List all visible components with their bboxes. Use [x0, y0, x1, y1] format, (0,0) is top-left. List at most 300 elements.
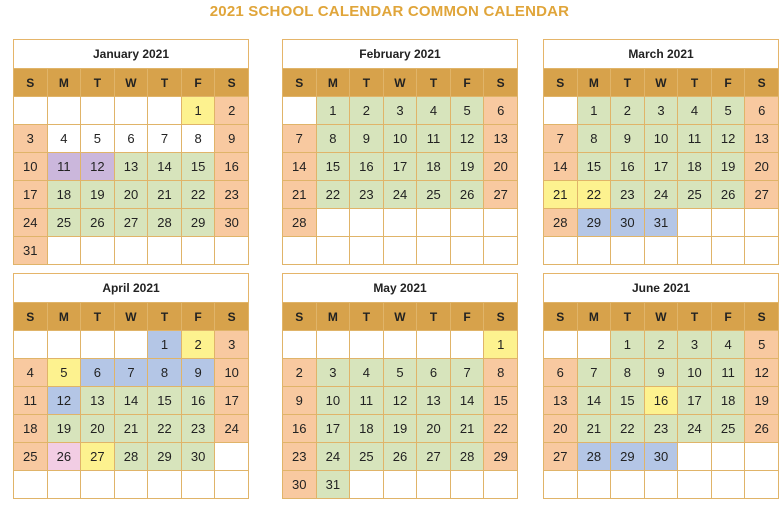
week-row — [544, 443, 779, 471]
day-cell: 27 — [417, 443, 451, 471]
day-cell: 26 — [81, 209, 115, 237]
week-row — [544, 97, 779, 125]
day-cell: 18 — [678, 153, 712, 181]
empty-day-cell — [711, 443, 745, 471]
day-cell: 23 — [283, 443, 317, 471]
weekday-header: S — [14, 303, 48, 331]
day-cell: 7 — [544, 125, 578, 153]
weekday-header: M — [47, 69, 81, 97]
week-row — [14, 471, 249, 499]
week-row — [544, 387, 779, 415]
day-cell: 8 — [316, 125, 350, 153]
day-cell: 19 — [383, 415, 417, 443]
day-cell: 18 — [350, 415, 384, 443]
empty-day-cell — [644, 237, 678, 265]
day-cell: 2 — [215, 97, 249, 125]
day-cell: 11 — [417, 125, 451, 153]
day-cell: 1 — [181, 97, 215, 125]
weekday-header: T — [678, 69, 712, 97]
empty-day-cell — [417, 331, 451, 359]
day-cell: 31 — [316, 471, 350, 499]
day-cell: 7 — [148, 125, 182, 153]
weekday-header-row — [283, 69, 518, 97]
week-row — [14, 153, 249, 181]
month-grid — [543, 302, 779, 499]
day-cell: 9 — [350, 125, 384, 153]
day-cell: 11 — [678, 125, 712, 153]
day-cell: 28 — [450, 443, 484, 471]
empty-day-cell — [81, 97, 115, 125]
day-cell: 27 — [484, 181, 518, 209]
empty-day-cell — [745, 209, 779, 237]
empty-day-cell — [350, 471, 384, 499]
week-row — [14, 181, 249, 209]
empty-day-cell — [484, 209, 518, 237]
empty-day-cell — [215, 443, 249, 471]
day-cell: 7 — [283, 125, 317, 153]
empty-day-cell — [14, 471, 48, 499]
day-cell: 25 — [350, 443, 384, 471]
day-cell: 10 — [644, 125, 678, 153]
day-cell: 29 — [148, 443, 182, 471]
day-cell: 14 — [283, 153, 317, 181]
day-cell: 5 — [711, 97, 745, 125]
empty-day-cell — [14, 97, 48, 125]
day-cell: 21 — [544, 181, 578, 209]
empty-day-cell — [484, 471, 518, 499]
day-cell: 15 — [181, 153, 215, 181]
empty-day-cell — [577, 331, 611, 359]
day-cell: 27 — [745, 181, 779, 209]
day-cell: 4 — [47, 125, 81, 153]
empty-day-cell — [383, 209, 417, 237]
week-row — [283, 97, 518, 125]
day-cell: 4 — [14, 359, 48, 387]
month-calendar-march — [543, 39, 779, 265]
day-cell: 23 — [350, 181, 384, 209]
empty-day-cell — [350, 331, 384, 359]
week-row — [283, 237, 518, 265]
day-cell: 10 — [678, 359, 712, 387]
day-cell: 14 — [114, 387, 148, 415]
day-cell: 22 — [577, 181, 611, 209]
day-cell: 23 — [215, 181, 249, 209]
empty-day-cell — [316, 331, 350, 359]
day-cell: 26 — [47, 443, 81, 471]
day-cell: 1 — [316, 97, 350, 125]
empty-day-cell — [81, 471, 115, 499]
day-cell: 28 — [114, 443, 148, 471]
empty-day-cell — [47, 97, 81, 125]
empty-day-cell — [678, 209, 712, 237]
day-cell: 26 — [711, 181, 745, 209]
day-cell: 17 — [644, 153, 678, 181]
day-cell: 15 — [577, 153, 611, 181]
day-cell: 21 — [148, 181, 182, 209]
day-cell: 8 — [577, 125, 611, 153]
empty-day-cell — [450, 237, 484, 265]
day-cell: 11 — [350, 387, 384, 415]
week-row — [544, 209, 779, 237]
empty-day-cell — [114, 471, 148, 499]
weekday-header: T — [417, 69, 451, 97]
day-cell: 4 — [417, 97, 451, 125]
empty-day-cell — [81, 331, 115, 359]
empty-day-cell — [544, 97, 578, 125]
weekday-header: M — [577, 69, 611, 97]
day-cell: 8 — [181, 125, 215, 153]
day-cell: 17 — [215, 387, 249, 415]
day-cell: 30 — [215, 209, 249, 237]
empty-day-cell — [711, 237, 745, 265]
day-cell: 28 — [577, 443, 611, 471]
empty-day-cell — [544, 331, 578, 359]
day-cell: 29 — [484, 443, 518, 471]
empty-day-cell — [81, 237, 115, 265]
weekday-header: T — [148, 69, 182, 97]
day-cell: 19 — [81, 181, 115, 209]
day-cell: 24 — [316, 443, 350, 471]
empty-day-cell — [644, 471, 678, 499]
day-cell: 2 — [283, 359, 317, 387]
empty-day-cell — [450, 209, 484, 237]
day-cell: 26 — [745, 415, 779, 443]
empty-day-cell — [678, 237, 712, 265]
day-cell: 24 — [644, 181, 678, 209]
day-cell: 16 — [350, 153, 384, 181]
weekday-header-row — [14, 303, 249, 331]
month-calendar-january — [13, 39, 249, 265]
day-cell: 31 — [644, 209, 678, 237]
weekday-header: S — [484, 303, 518, 331]
day-cell: 6 — [114, 125, 148, 153]
day-cell: 25 — [47, 209, 81, 237]
empty-day-cell — [114, 331, 148, 359]
day-cell: 24 — [215, 415, 249, 443]
day-cell: 1 — [148, 331, 182, 359]
day-cell: 5 — [383, 359, 417, 387]
day-cell: 16 — [181, 387, 215, 415]
day-cell: 7 — [577, 359, 611, 387]
weekday-header: W — [114, 69, 148, 97]
day-cell: 9 — [611, 125, 645, 153]
weekday-header-row — [544, 303, 779, 331]
day-cell: 15 — [148, 387, 182, 415]
month-title: June 2021 — [543, 273, 779, 302]
day-cell: 9 — [644, 359, 678, 387]
empty-day-cell — [316, 209, 350, 237]
day-cell: 26 — [450, 181, 484, 209]
day-cell: 30 — [181, 443, 215, 471]
day-cell: 30 — [644, 443, 678, 471]
day-cell: 7 — [450, 359, 484, 387]
day-cell: 19 — [450, 153, 484, 181]
day-cell: 6 — [544, 359, 578, 387]
empty-day-cell — [745, 443, 779, 471]
day-cell: 28 — [148, 209, 182, 237]
weekday-header: T — [678, 303, 712, 331]
weekday-header: W — [383, 69, 417, 97]
weekday-header: M — [47, 303, 81, 331]
week-row — [544, 181, 779, 209]
day-cell: 29 — [611, 443, 645, 471]
month-title: February 2021 — [282, 39, 518, 68]
day-cell: 22 — [611, 415, 645, 443]
week-row — [14, 359, 249, 387]
day-cell: 28 — [544, 209, 578, 237]
empty-day-cell — [678, 443, 712, 471]
day-cell: 25 — [417, 181, 451, 209]
day-cell: 8 — [148, 359, 182, 387]
weekday-header: M — [577, 303, 611, 331]
day-cell: 6 — [417, 359, 451, 387]
weekday-header: M — [316, 69, 350, 97]
day-cell: 22 — [484, 415, 518, 443]
day-cell: 2 — [350, 97, 384, 125]
day-cell: 18 — [417, 153, 451, 181]
empty-day-cell — [316, 237, 350, 265]
day-cell: 13 — [114, 153, 148, 181]
day-cell: 11 — [711, 359, 745, 387]
empty-day-cell — [484, 237, 518, 265]
day-cell: 18 — [14, 415, 48, 443]
empty-day-cell — [114, 237, 148, 265]
week-row — [283, 153, 518, 181]
weekday-header: W — [644, 303, 678, 331]
week-row — [283, 387, 518, 415]
day-cell: 24 — [14, 209, 48, 237]
empty-day-cell — [711, 209, 745, 237]
day-cell: 17 — [678, 387, 712, 415]
weekday-header: S — [745, 69, 779, 97]
day-cell: 12 — [383, 387, 417, 415]
day-cell: 22 — [316, 181, 350, 209]
day-cell: 12 — [745, 359, 779, 387]
weekday-header: T — [350, 303, 384, 331]
weekday-header-row — [14, 69, 249, 97]
day-cell: 21 — [114, 415, 148, 443]
week-row — [283, 125, 518, 153]
day-cell: 27 — [114, 209, 148, 237]
weekday-header: S — [283, 303, 317, 331]
week-row — [283, 471, 518, 499]
weekday-header: S — [544, 69, 578, 97]
empty-day-cell — [450, 331, 484, 359]
month-grid — [282, 302, 518, 499]
day-cell: 10 — [215, 359, 249, 387]
day-cell: 12 — [81, 153, 115, 181]
day-cell: 16 — [283, 415, 317, 443]
weekday-header: T — [417, 303, 451, 331]
weekday-header: T — [611, 69, 645, 97]
weekday-header: T — [148, 303, 182, 331]
weekday-header: W — [644, 69, 678, 97]
day-cell: 16 — [215, 153, 249, 181]
weekday-header-row — [544, 69, 779, 97]
day-cell: 9 — [181, 359, 215, 387]
day-cell: 31 — [14, 237, 48, 265]
day-cell: 13 — [544, 387, 578, 415]
day-cell: 29 — [577, 209, 611, 237]
weekday-header: S — [544, 303, 578, 331]
empty-day-cell — [383, 471, 417, 499]
day-cell: 23 — [644, 415, 678, 443]
page-title: 2021 SCHOOL CALENDAR COMMON CALENDAR — [209, 3, 570, 20]
week-row — [283, 331, 518, 359]
month-grid — [13, 302, 249, 499]
month-grid — [543, 68, 779, 265]
month-calendar-june — [543, 273, 779, 499]
empty-day-cell — [47, 331, 81, 359]
day-cell: 20 — [81, 415, 115, 443]
day-cell: 8 — [484, 359, 518, 387]
day-cell: 4 — [711, 331, 745, 359]
empty-day-cell — [383, 237, 417, 265]
empty-day-cell — [47, 471, 81, 499]
weekday-header: T — [81, 303, 115, 331]
week-row — [544, 153, 779, 181]
day-cell: 13 — [745, 125, 779, 153]
weekday-header: F — [450, 69, 484, 97]
day-cell: 11 — [14, 387, 48, 415]
empty-day-cell — [711, 471, 745, 499]
empty-day-cell — [417, 237, 451, 265]
week-row — [14, 97, 249, 125]
day-cell: 24 — [678, 415, 712, 443]
empty-day-cell — [544, 237, 578, 265]
weekday-header: W — [383, 303, 417, 331]
day-cell: 29 — [181, 209, 215, 237]
weekday-header: M — [316, 303, 350, 331]
empty-day-cell — [577, 237, 611, 265]
day-cell: 1 — [577, 97, 611, 125]
day-cell: 28 — [283, 209, 317, 237]
weekday-header: T — [350, 69, 384, 97]
empty-day-cell — [611, 237, 645, 265]
day-cell: 15 — [611, 387, 645, 415]
day-cell: 5 — [745, 331, 779, 359]
day-cell: 19 — [47, 415, 81, 443]
empty-day-cell — [350, 209, 384, 237]
week-row — [14, 415, 249, 443]
day-cell: 5 — [450, 97, 484, 125]
day-cell: 9 — [283, 387, 317, 415]
month-title: January 2021 — [13, 39, 249, 68]
day-cell: 7 — [114, 359, 148, 387]
week-row — [283, 181, 518, 209]
day-cell: 20 — [745, 153, 779, 181]
weekday-header: S — [14, 69, 48, 97]
week-row — [544, 331, 779, 359]
day-cell: 21 — [283, 181, 317, 209]
week-row — [544, 471, 779, 499]
empty-day-cell — [14, 331, 48, 359]
day-cell: 3 — [14, 125, 48, 153]
day-cell: 8 — [611, 359, 645, 387]
empty-day-cell — [148, 97, 182, 125]
empty-day-cell — [148, 471, 182, 499]
day-cell: 1 — [484, 331, 518, 359]
day-cell: 24 — [383, 181, 417, 209]
day-cell: 15 — [484, 387, 518, 415]
day-cell: 19 — [745, 387, 779, 415]
month-calendar-may — [282, 273, 518, 499]
week-row — [14, 237, 249, 265]
weekday-header: W — [114, 303, 148, 331]
week-row — [14, 331, 249, 359]
day-cell: 14 — [544, 153, 578, 181]
day-cell: 25 — [711, 415, 745, 443]
weekday-header-row — [283, 303, 518, 331]
month-calendar-april — [13, 273, 249, 499]
day-cell: 20 — [417, 415, 451, 443]
day-cell: 13 — [81, 387, 115, 415]
day-cell: 23 — [611, 181, 645, 209]
week-row — [283, 415, 518, 443]
empty-day-cell — [283, 237, 317, 265]
day-cell: 30 — [283, 471, 317, 499]
weekday-header: T — [81, 69, 115, 97]
day-cell: 10 — [14, 153, 48, 181]
day-cell: 27 — [544, 443, 578, 471]
week-row — [14, 387, 249, 415]
day-cell: 12 — [711, 125, 745, 153]
day-cell: 16 — [611, 153, 645, 181]
day-cell: 3 — [316, 359, 350, 387]
day-cell: 13 — [484, 125, 518, 153]
week-row — [14, 209, 249, 237]
day-cell: 18 — [47, 181, 81, 209]
day-cell: 20 — [484, 153, 518, 181]
week-row — [283, 209, 518, 237]
day-cell: 3 — [215, 331, 249, 359]
weekday-header: F — [711, 303, 745, 331]
day-cell: 4 — [678, 97, 712, 125]
week-row — [283, 443, 518, 471]
weekday-header: S — [484, 69, 518, 97]
day-cell: 3 — [644, 97, 678, 125]
weekday-header: S — [215, 303, 249, 331]
day-cell: 14 — [450, 387, 484, 415]
week-row — [544, 359, 779, 387]
empty-day-cell — [417, 471, 451, 499]
day-cell: 10 — [316, 387, 350, 415]
weekday-header: F — [181, 69, 215, 97]
weekday-header: S — [745, 303, 779, 331]
day-cell: 23 — [181, 415, 215, 443]
empty-day-cell — [383, 331, 417, 359]
empty-day-cell — [148, 237, 182, 265]
empty-day-cell — [350, 237, 384, 265]
weekday-header: F — [181, 303, 215, 331]
empty-day-cell — [611, 471, 645, 499]
day-cell: 3 — [678, 331, 712, 359]
day-cell: 10 — [383, 125, 417, 153]
day-cell: 25 — [14, 443, 48, 471]
weekday-header: F — [450, 303, 484, 331]
empty-day-cell — [283, 331, 317, 359]
day-cell: 16 — [644, 387, 678, 415]
day-cell: 12 — [47, 387, 81, 415]
day-cell: 13 — [417, 387, 451, 415]
empty-day-cell — [577, 471, 611, 499]
day-cell: 25 — [678, 181, 712, 209]
day-cell: 21 — [450, 415, 484, 443]
month-title: April 2021 — [13, 273, 249, 302]
day-cell: 20 — [114, 181, 148, 209]
empty-day-cell — [544, 471, 578, 499]
weekday-header: F — [711, 69, 745, 97]
